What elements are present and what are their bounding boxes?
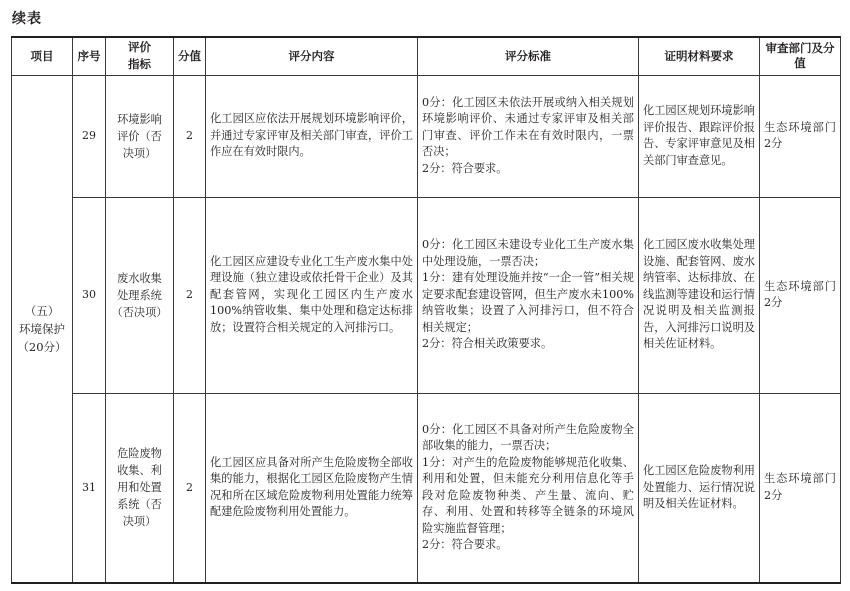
header-review: 审查部门及分值 [760, 37, 841, 75]
row-content: 化工园区应具备对所产生危险废物全部收集的能力，根据化工园区危险废物产生情况和所在区域危险废物利用处置能力统筹配建危险废物利用处置能力。 [206, 393, 418, 583]
row-review: 生态环境部门2分 [760, 197, 841, 393]
header-score: 分值 [174, 37, 206, 75]
row-seq: 29 [73, 75, 106, 197]
row-score: 2 [174, 393, 206, 583]
row-indicator: 危险废物 收集、利 用和处置 系统（否 决项） [106, 393, 174, 583]
table-caption: 续表 [12, 11, 42, 27]
row-materials: 化工园区废水收集处理设施、配套管网、废水纳管率、达标排放、在线监测等建设和运行情况说明及相关监测报告，入河排污口说明及相关佐证材料。 [639, 197, 760, 393]
row-score: 2 [174, 197, 206, 393]
header-standard: 评分标准 [418, 37, 639, 75]
row-indicator: 废水收集 处理系统 （否决项） [106, 197, 174, 393]
row-review: 生态环境部门2分 [760, 75, 841, 197]
project-cell: （五） 环境保护 （20分） [12, 75, 73, 583]
row-seq: 30 [73, 197, 106, 393]
row-seq: 31 [73, 393, 106, 583]
header-row [12, 37, 841, 75]
header-seq: 序号 [73, 37, 106, 75]
row-standard: 0分：化工园区未建设专业化工生产废水集中处理设施，一票否决； 1分：建有处理设施并按“一企一管”相关规定要求配套建设管网，但生产废水未100%纳管收集；设置了入河排污口，但不符合相关规定； 2分：符合相关政策要求。 [418, 197, 639, 393]
row-standard: 0分：化工园区不具备对所产生危险废物全部收集的能力，一票否决； 1分：对产生的危险废物能够规范化收集、利用和处置，但未能充分利用信息化等手段对危险废物种类、产生量、流向、贮存、利用、处置和转移等全链条的环境风险实施监督管理； 2分：符合要求。 [418, 393, 639, 583]
row-standard: 0分：化工园区未依法开展或纳入相关规划环境影响评价、未通过专家评审及相关部门审查、评价工作未在有效时限内，一票否决； 2分：符合要求。 [418, 75, 639, 197]
evaluation-table [11, 36, 841, 584]
table-row [12, 393, 841, 583]
row-review: 生态环境部门2分 [760, 393, 841, 583]
row-content: 化工园区应依法开展规划环境影响评价，并通过专家评审及相关部门审查，评价工作应在有效时限内。 [206, 75, 418, 197]
row-score: 2 [174, 75, 206, 197]
row-indicator: 环境影响 评价（否 决项） [106, 75, 174, 197]
header-materials: 证明材料要求 [639, 37, 760, 75]
header-content: 评分内容 [206, 37, 418, 75]
table-row [12, 197, 841, 393]
header-indicator: 评价 指标 [106, 37, 174, 75]
table-row [12, 75, 841, 197]
row-content: 化工园区应建设专业化工生产废水集中处理设施（独立建设或依托骨干企业）及其配套管网，实现化工园区内生产废水100%纳管收集、集中处理和稳定达标排放；设置符合相关规定的入河排污口。 [206, 197, 418, 393]
row-materials: 化工园区危险废物利用处置能力、运行情况说明及相关佐证材料。 [639, 393, 760, 583]
row-materials: 化工园区规划环境影响评价报告、跟踪评价报告、专家评审意见及相关部门审查意见。 [639, 75, 760, 197]
header-project: 项目 [12, 37, 73, 75]
